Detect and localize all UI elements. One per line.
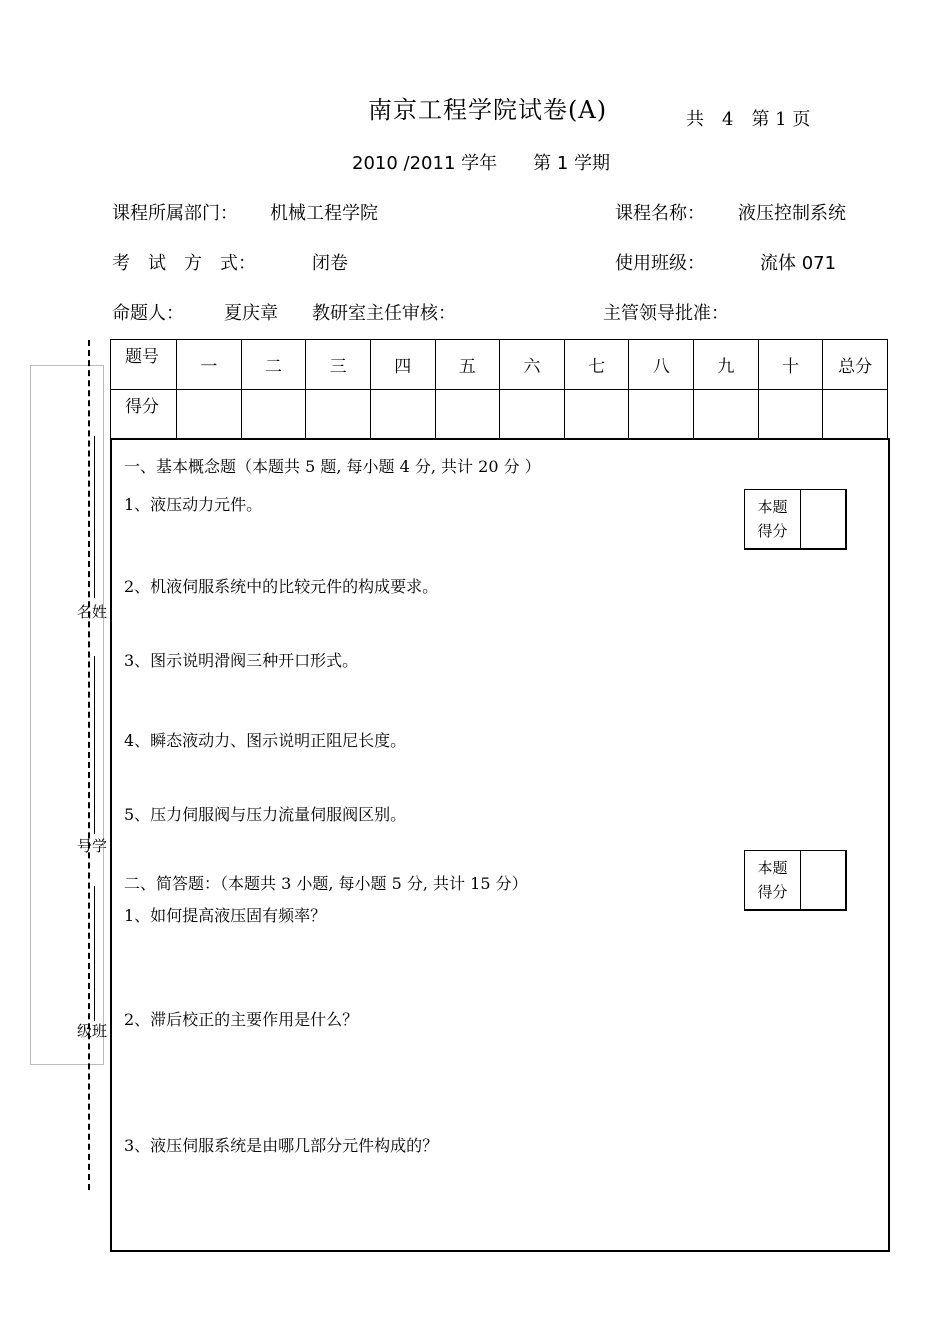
approve-label: 主管领导批准： [603, 303, 729, 324]
score-cell[interactable] [500, 389, 565, 439]
score-cell[interactable] [629, 389, 694, 439]
score-box-label-line: 本题 [757, 859, 788, 877]
score-cell[interactable] [177, 389, 242, 439]
department-value: 机械工程学院 [270, 203, 378, 224]
binding-line [94, 436, 95, 598]
exam-mode-value: 闭卷 [312, 253, 348, 274]
score-box-label [745, 490, 801, 548]
question-1-1: 1、液压动力元件。 [124, 495, 263, 514]
score-box-label-line: 本题 [757, 498, 788, 516]
column-header: 八 [629, 340, 694, 390]
department-label: 课程所属部门： [112, 203, 238, 224]
column-header: 四 [370, 340, 435, 390]
column-header: 五 [435, 340, 500, 390]
table-row [111, 389, 888, 439]
score-cell[interactable] [370, 389, 435, 439]
column-header: 总分 [823, 340, 888, 390]
score-box-label-line: 得分 [757, 522, 788, 540]
class-label: 使用班级： [615, 253, 705, 274]
course-name-label: 课程名称： [615, 203, 705, 224]
page-count: 共 4 第 1 页 [686, 109, 811, 130]
score-cell[interactable] [564, 389, 629, 439]
question-2-2: 2、滞后校正的主要作用是什么？ [124, 1010, 359, 1029]
score-cell[interactable] [823, 389, 888, 439]
name-label: 名姓 [77, 603, 108, 621]
author-value: 夏庆章 [224, 303, 278, 324]
author-label: 命题人： [112, 303, 184, 324]
score-box-label-line: 得分 [757, 883, 788, 901]
class-value: 流体 071 [760, 253, 837, 274]
score-header: 得分 [111, 389, 177, 439]
question-number-header: 题号 [111, 340, 177, 390]
review-label: 教研室主任审核： [312, 303, 456, 324]
section-2-title: 二、简答题：（本题共 3 小题, 每小题 5 分, 共计 15 分） [124, 874, 528, 893]
question-1-2: 2、机液伺服系统中的比较元件的构成要求。 [124, 577, 439, 596]
score-cell[interactable] [306, 389, 371, 439]
score-cell[interactable] [435, 389, 500, 439]
table-row [111, 340, 888, 390]
score-table [110, 339, 888, 439]
score-cell[interactable] [241, 389, 306, 439]
exam-title: 南京工程学院试卷(A) [368, 96, 608, 124]
section-1-title: 一、基本概念题（本题共 5 题, 每小题 4 分, 共计 20 分 ） [124, 457, 541, 476]
cut-line [88, 340, 90, 1190]
section-2-score-box [744, 850, 847, 911]
question-2-3: 3、液压伺服系统是由哪几部分元件构成的？ [124, 1136, 439, 1155]
column-header: 六 [500, 340, 565, 390]
question-1-4: 4、瞬态液动力、图示说明正阻尼长度。 [124, 731, 407, 750]
score-box-label [745, 851, 801, 909]
section-1-score-box [744, 489, 847, 550]
class-binding-label: 级班 [77, 1022, 108, 1040]
question-1-5: 5、压力伺服阀与压力流量伺服阀区别。 [124, 805, 407, 824]
binding-line [94, 656, 95, 834]
binding-strip [30, 365, 108, 1065]
exam-mode-label: 考 试 方 式： [112, 253, 256, 274]
questions-box [110, 438, 890, 1252]
course-name-value: 液压控制系统 [738, 203, 846, 224]
question-1-3: 3、图示说明滑阀三种开口形式。 [124, 651, 359, 670]
column-header: 一 [177, 340, 242, 390]
question-2-1: 1、如何提高液压固有频率？ [124, 906, 327, 925]
score-cell[interactable] [758, 389, 823, 439]
academic-year-term: 2010 /2011 学年 第 1 学期 [352, 153, 611, 174]
column-header: 十 [758, 340, 823, 390]
column-header: 二 [241, 340, 306, 390]
column-header: 九 [694, 340, 759, 390]
column-header: 七 [564, 340, 629, 390]
score-cell[interactable] [694, 389, 759, 439]
student-id-label: 号学 [77, 837, 108, 855]
column-header: 三 [306, 340, 371, 390]
binding-line [94, 886, 95, 1021]
